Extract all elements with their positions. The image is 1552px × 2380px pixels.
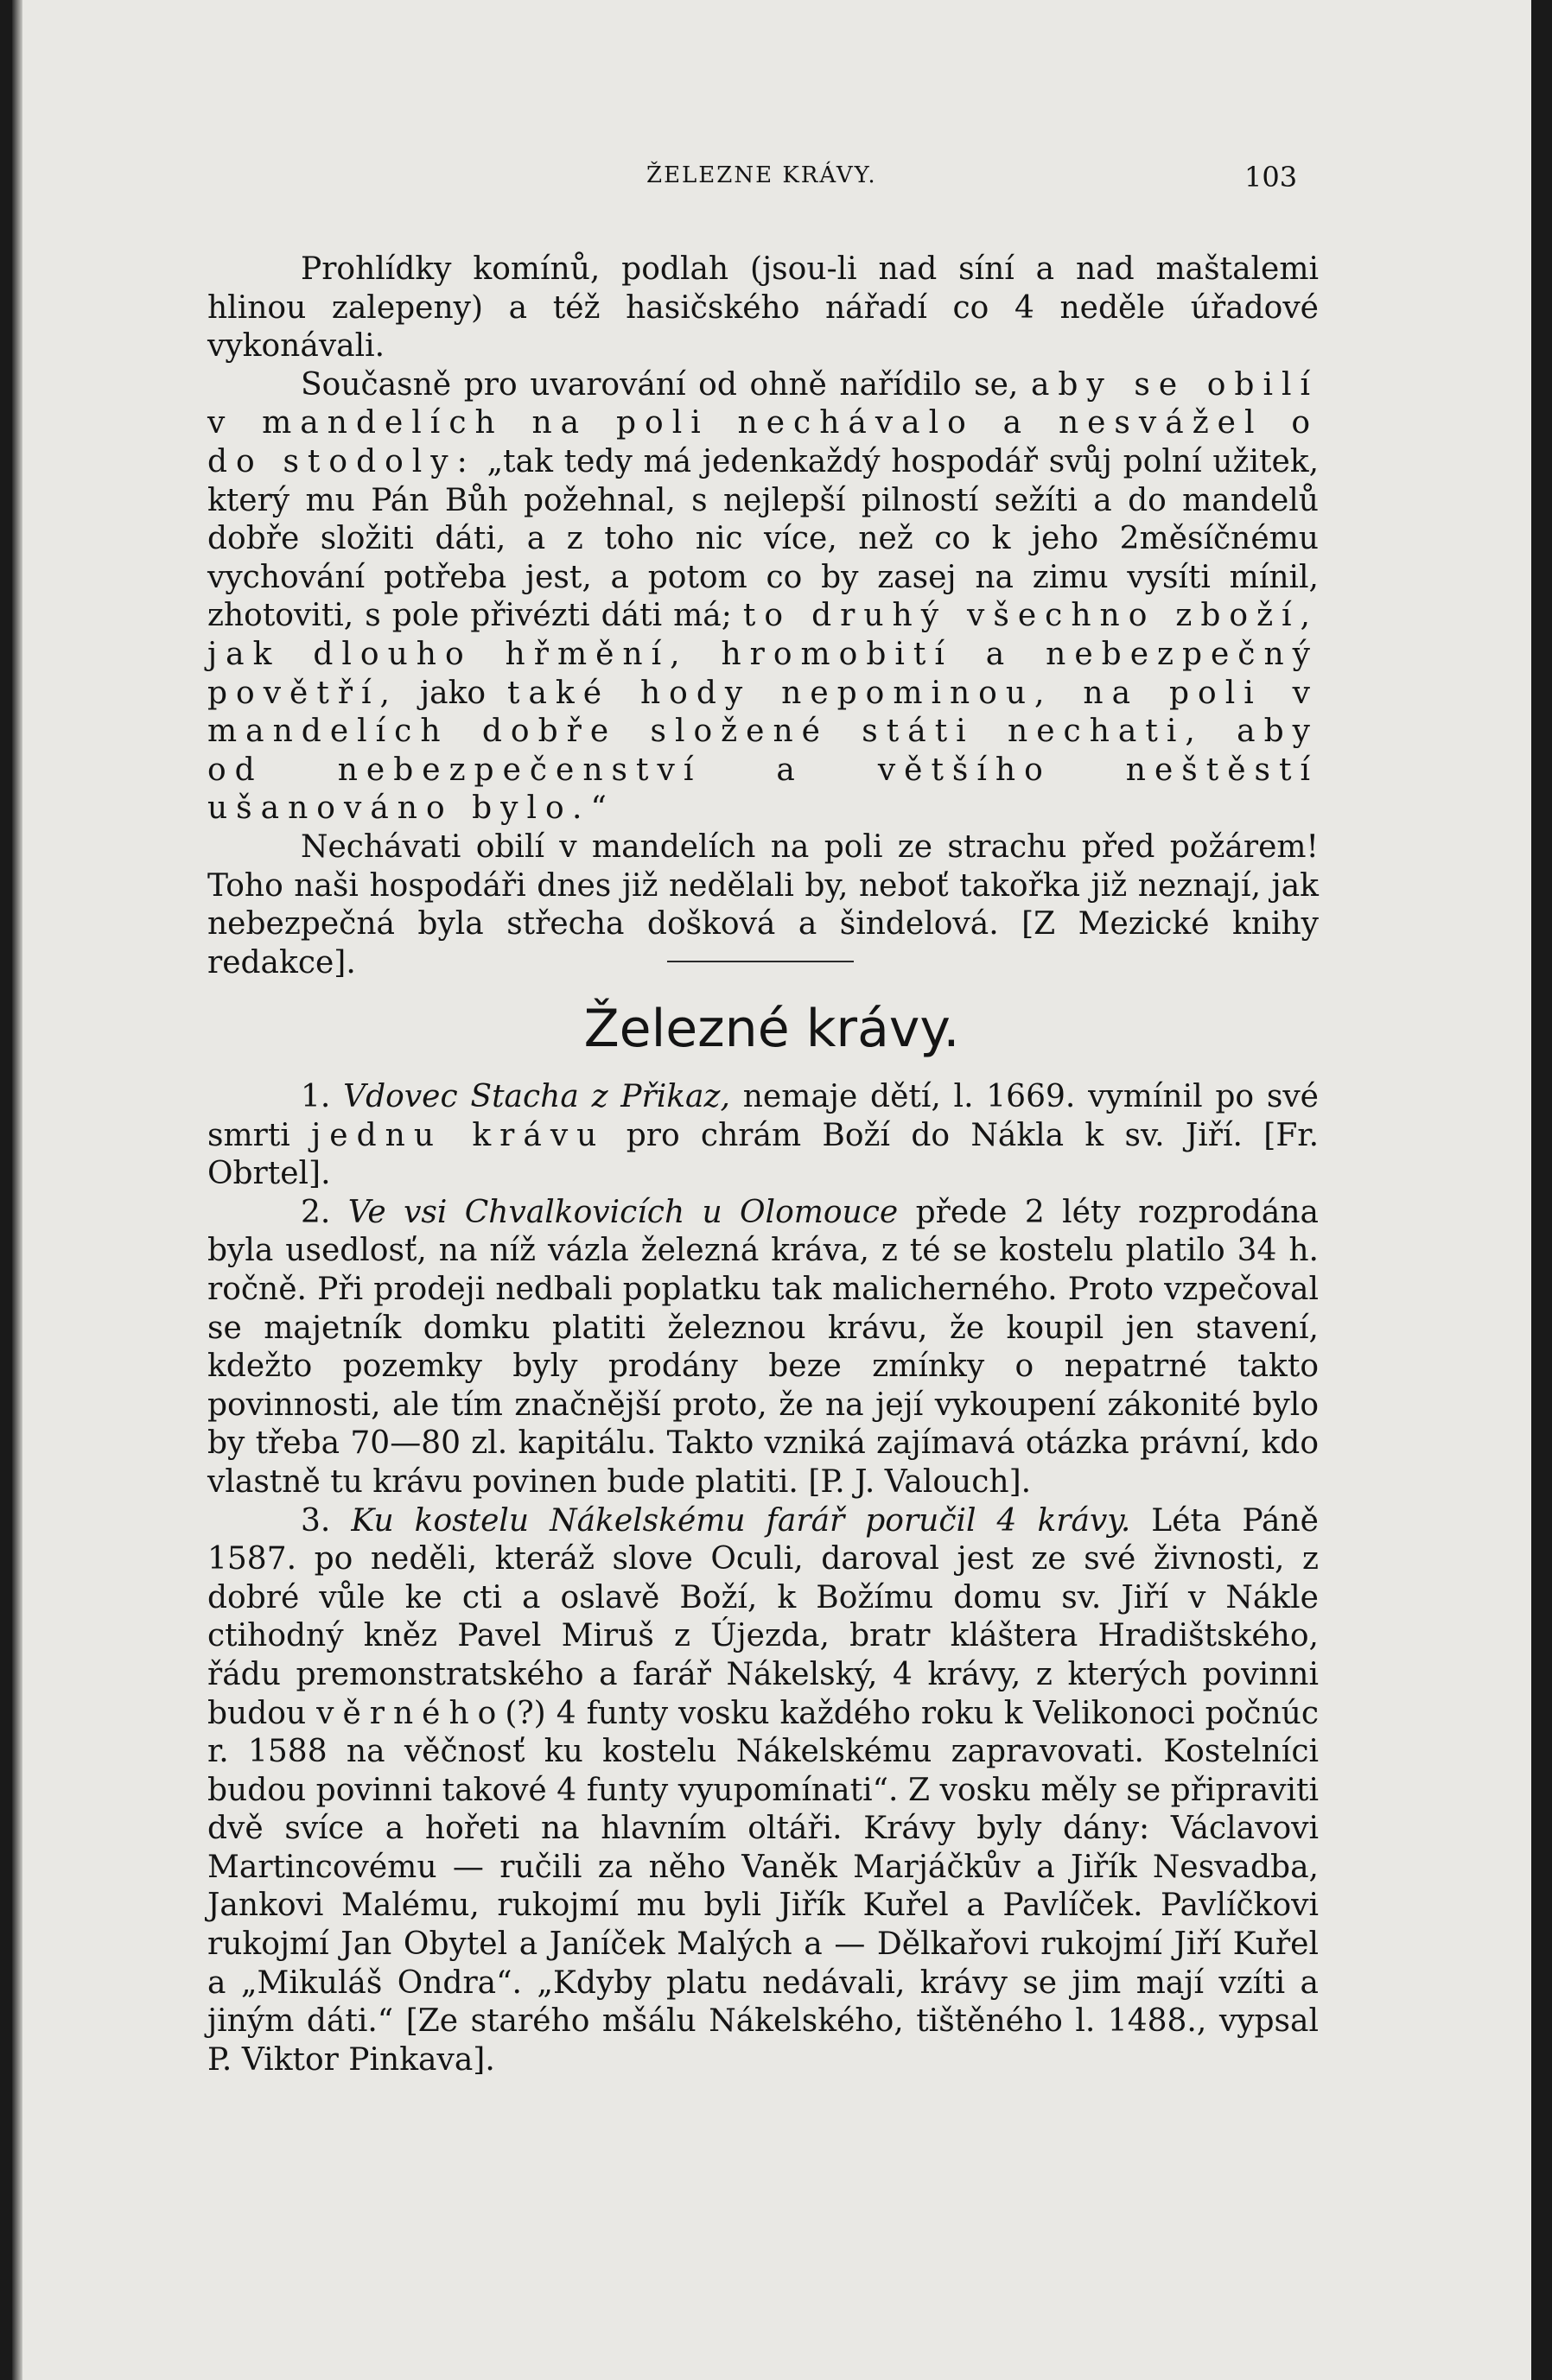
paragraph-text: Prohlídky komínů, podlah (jsou-li nad síní a nad maštalemi hlinou zalepeny) a též hasičského nářadí co 4 neděle úřadové vykonávali.	[207, 251, 1319, 365]
numbered-entry	[207, 1194, 1319, 1502]
paragraph	[207, 251, 1319, 366]
entry-number: 2.	[301, 1194, 331, 1230]
paragraph-text: jako	[419, 675, 487, 711]
entry-text: Léta Páně 1587. po neděli, kteráž slove Oculi, daroval jest ze své živnosti, z dobré vůle ke cti a oslavě Boží, k Božímu domu sv. Jiří v Nákle ctihodný kněz Pavel Miruš z Újezda, bratr kláštera Hradištského, řádu premonstratského a farář Nákelský, 4 krávy, z kterých povinni budou	[207, 1502, 1319, 1731]
spaced-text: aby se obilí v mandelích na poli nechávalo a nesvážel o do stodoly:	[207, 366, 1319, 479]
entry-number: 1.	[301, 1079, 331, 1114]
page-number: 103	[1244, 161, 1298, 194]
entry-lead: Ku kostelu Nákelskému farář poručil 4 krávy.	[351, 1502, 1131, 1539]
numbered-entry	[207, 1502, 1319, 2080]
paragraph	[207, 366, 1319, 828]
paragraph-text: Nechávati obilí v mandelích na poli ze strachu před požárem! Toho naši hospodáři dnes již nedělali by, neboť takořka již neznají, jak nebezpečná byla střecha došková a šindelová. [Z Mezické knihy redakce].	[207, 828, 1319, 981]
spaced-text: to druhý všechno zboží, jak dlouho hřmění, hromobití a nebezpečný povětří,	[207, 598, 1319, 711]
entry-text: pro chrám Boží do Nákla k sv. Jiří. [Fr. Obrtel].	[207, 1117, 1320, 1192]
entry-lead: Ve vsi Chvalkovicích u Olomouce	[347, 1194, 899, 1230]
numbered-entry	[207, 1078, 1319, 1194]
spaced-text: také hody nepominou, na poli v mandelích dobře složené státi nechati, aby od nebezpečenství a většího neštěstí ušanováno bylo.	[207, 675, 1319, 827]
section-text-iron-cows	[207, 1078, 1319, 2079]
entry-text: nemaje dětí, l. 1669. vymínil po své smrti	[207, 1079, 1319, 1153]
page-binding-edge	[12, 0, 22, 2380]
spaced-text: jednu krávu	[311, 1117, 606, 1153]
closing-quote: “	[590, 790, 607, 827]
section-divider	[667, 961, 854, 962]
book-page	[12, 0, 1531, 2380]
running-header: ŽELEZNE KRÁVY.	[646, 162, 877, 188]
entry-text: (?) 4 funty vosku každého roku k Velikonoci počnúc r. 1588 na věčnosť ku kostelu Nákelskému zapravovati. Kostelníci budou povinni takové 4 funty vyupomínati“. Z vosku měly se připraviti dvě svíce a hořeti na hlavním oltáři. Krávy byly dány: Václavovi Martincovému — ručili za něho Vaněk Marjáčkův a Jiřík Nesvadba, Jankovi Malému, rukojmí mu byli Jiřík Kuřel a Pavlíček. Pavlíčkovi rukojmí Jan Obytel a Janíček Malých a — Dělkařovi rukojmí Jiří Kuřel a „Mikuláš Ondra“. „Kdyby platu nedávali, krávy se jim mají vzíti a jiným dáti.“ [Ze starého mšálu Nákelského, tištěného l. 1488., vypsal P. Viktor Pinkava].	[207, 1695, 1319, 2078]
entry-number: 3.	[301, 1502, 331, 1539]
paragraph	[207, 828, 1319, 982]
section-text-fire-prevention	[207, 251, 1319, 982]
paragraph-text: Současně pro uvarování od ohně nařídilo se,	[301, 366, 1019, 403]
paragraph-text: „tak tedy má jedenkaždý hospodář svůj polní užitek, který mu Pán Bůh požehnal, s nejlepší pilností sežíti a do mandelů dobře složiti dáti, a z toho nic více, než co k jeho 2měsíčnému vychování potřeba jest, a potom co by zasej na zimu vysíti mínil, zhotoviti, s pole přivézti dáti má;	[207, 443, 1320, 634]
entry-text: přede 2 léty rozprodána byla usedlosť, na níž vázla železná kráva, z té se kostelu platilo 34 h. ročně. Při prodeji nedbali poplatku tak malicherného. Proto vzpečoval se majetník domku platiti železnou krávu, že koupil jen stavení, kdežto pozemky byly prodány beze zmínky o nepatrné takto povinnosti, ale tím značnější proto, že na její vykoupení zákonité bylo by třeba 70—80 zl. kapitálu. Takto vzniká zajímavá otázka právní, kdo vlastně tu krávu povinen bude platiti. [P. J. Valouch].	[207, 1194, 1320, 1500]
spaced-text: věrného	[316, 1695, 506, 1731]
section-title: Železné krávy.	[583, 999, 960, 1059]
entry-lead: Vdovec Stacha z Přikaz,	[343, 1079, 730, 1114]
